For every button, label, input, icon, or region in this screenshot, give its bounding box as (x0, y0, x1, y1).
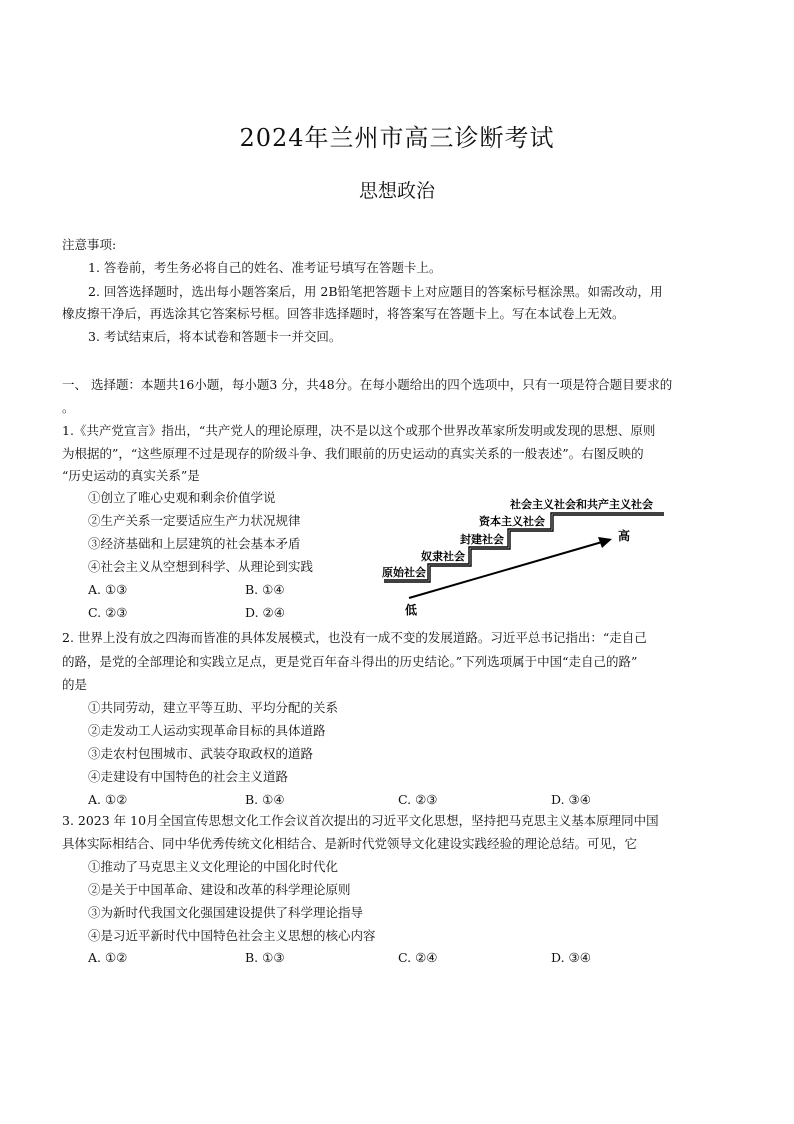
option-a: A. ①③ (88, 582, 128, 597)
option-d: D. ②④ (245, 605, 285, 620)
exam-title: 2024年兰州市高三诊断考试 (239, 124, 555, 152)
option-b: B. ①④ (245, 582, 285, 597)
statement-item: ②是关于中国革命、建设和改革的科学理论原则 (88, 882, 351, 897)
question-stem: 具体实际相结合、同中华优秀传统文化相结合、是新时代党领导文化建设实践经验的理论总结。可见，它 (62, 836, 638, 851)
option-c: C. ②④ (398, 950, 438, 965)
section-heading-line: 。 (62, 400, 75, 415)
option-c: C. ②③ (88, 605, 128, 620)
notes-heading: 注意事项: (62, 237, 117, 252)
question-stem: 2. 世界上没有放之四海而皆准的具体发展模式，也没有一成不变的发展道路。习近平总书记指出：“走自己 (62, 630, 647, 645)
stage-label: 奴隶社会 (421, 550, 465, 563)
statement-item: ①推动了马克思主义文化理论的中国化时代化 (88, 859, 339, 874)
statement-item: ②生产关系一定要适应生产力状况规律 (88, 513, 301, 528)
statement-item: ③经济基础和上层建筑的社会基本矛盾 (88, 536, 301, 551)
statement-item: ③走农村包围城市、武装夺取政权的道路 (88, 746, 314, 761)
stage-label: 社会主义社会和共产主义社会 (510, 498, 653, 511)
note-item: 3. 考试结束后，将本试卷和答题卡一并交回。 (88, 329, 342, 344)
statement-item: ①创立了唯心史观和剩余价值学说 (88, 490, 276, 505)
subject-title: 思想政治 (358, 180, 435, 202)
low-label: 低 (405, 603, 418, 617)
section-heading-line: 一、 选择题：本题共16小题，每小题3 分，共48分。在每小题给出的四个选项中，只有一项是符合题目要求的 (62, 377, 673, 392)
stage-label: 资本主义社会 (479, 515, 545, 528)
statement-item: ②走发动工人运动实现革命目标的具体道路 (88, 723, 326, 738)
note-item: 1. 答卷前，考生务必将自己的姓名、准考证号填写在答题卡上。 (88, 260, 442, 275)
society-stages-diagram (376, 490, 676, 618)
question-stem: 的路，是党的全部理论和实践立足点，更是党百年奋斗得出的历史结论。”下列选项属于中国“走自己的路” (62, 654, 638, 669)
question-stem: 为根据的”，“这些原理不过是现存的阶级斗争、我们眼前的历史运动的真实关系的一般表述”。右图反映的 (62, 446, 644, 461)
option-b: B. ①④ (245, 792, 285, 807)
statement-item: ④社会主义从空想到科学、从理论到实践 (88, 559, 314, 574)
note-item-continued: 橡皮擦干净后，再选涂其它答案标号框。回答非选择题时，将答案写在答题卡上。写在本试卷上无效。 (62, 306, 625, 321)
option-d: D. ③④ (551, 792, 591, 807)
question-stem: “历史运动的真实关系”是 (62, 468, 200, 483)
statement-item: ③为新时代我国文化强国建设提供了科学理论指导 (88, 905, 364, 920)
statement-item: ④走建设有中国特色的社会主义道路 (88, 769, 289, 784)
question-stem: 3. 2023 年 10月全国宣传思想文化工作会议首次提出的习近平文化思想，坚持把马克思主义基本原理同中国 (62, 813, 659, 828)
statement-item: ①共同劳动，建立平等互助、平均分配的关系 (88, 700, 339, 715)
question-stem: 1.《共产党宣言》指出，“共产党人的理论原理，决不是以这个或那个世界改革家所发明或发现的思想、原则 (62, 423, 656, 438)
note-item: 2. 回答选择题时，选出每小题答案后，用 2B铅笔把答题卡上对应题目的答案标号框涂黑。如需改动，用 (88, 284, 663, 299)
statement-item: ④是习近平新时代中国特色社会主义思想的核心内容 (88, 928, 376, 943)
option-a: A. ①② (88, 950, 128, 965)
question-stem: 的是 (62, 677, 88, 692)
option-b: B. ①③ (245, 950, 285, 965)
option-a: A. ①② (88, 792, 128, 807)
high-label: 高 (618, 529, 631, 543)
stage-label: 封建社会 (460, 533, 504, 546)
option-c: C. ②③ (398, 792, 438, 807)
option-d: D. ③④ (551, 950, 591, 965)
stage-label: 原始社会 (382, 566, 426, 579)
